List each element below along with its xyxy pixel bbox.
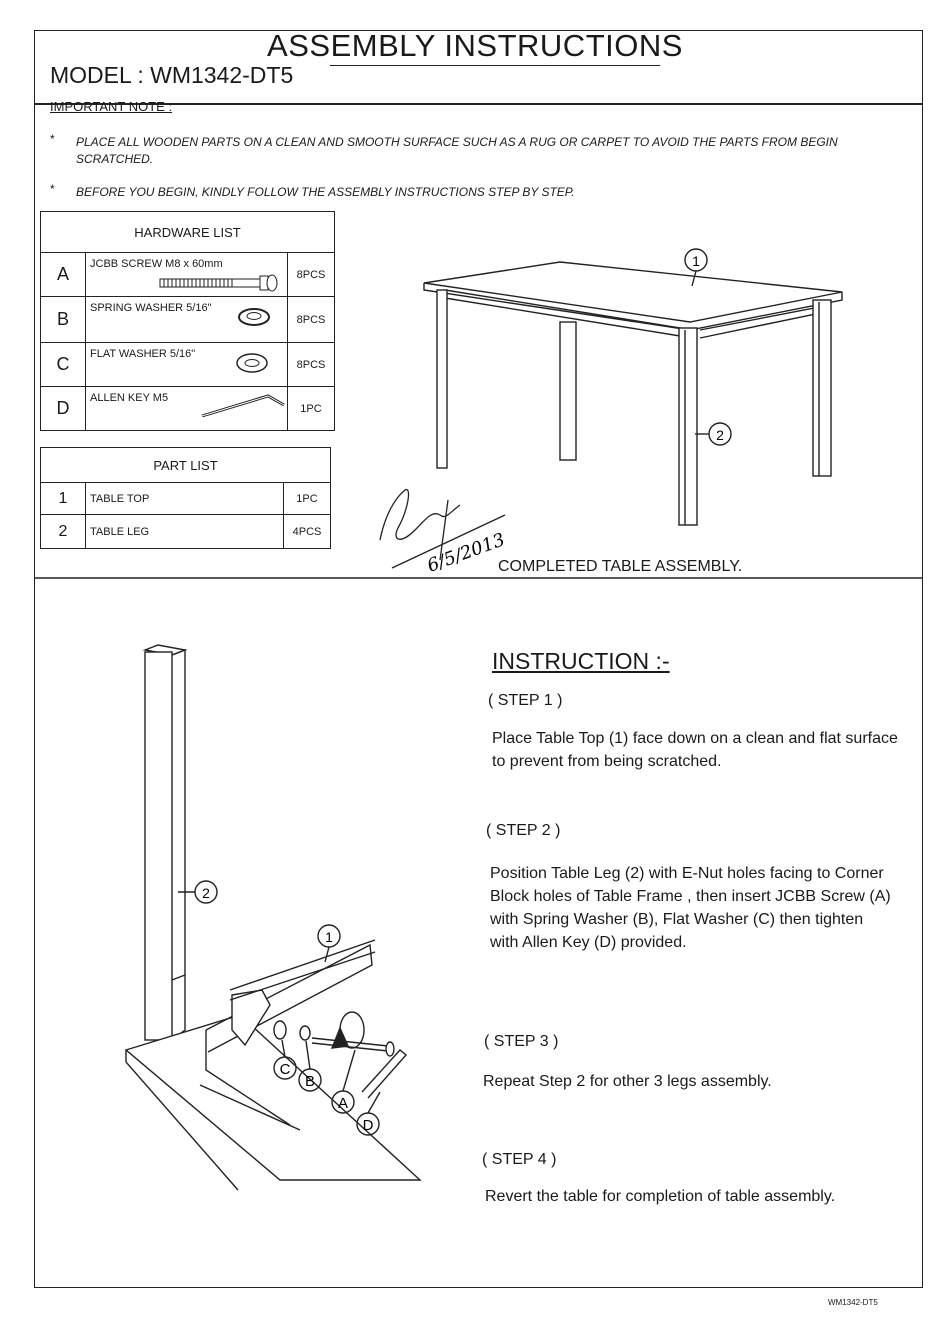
important-note-heading: IMPORTANT NOTE : (50, 99, 173, 114)
hardware-name: SPRING WASHER 5/16" (90, 302, 212, 314)
hardware-qty: 8PCS (288, 297, 335, 343)
callout-a-label: A (337, 1095, 349, 1112)
note-bullet-2: * (50, 182, 55, 196)
callout-1-label: 1 (692, 253, 700, 269)
signature-date: 6/5/2013 (424, 529, 508, 577)
hardware-name: ALLEN KEY M5 (90, 392, 169, 404)
hardware-letter: B (41, 297, 86, 343)
part-number: 1 (41, 483, 86, 515)
step-1-label: ( STEP 1 ) (488, 692, 563, 709)
model-number: MODEL : WM1342-DT5 (50, 62, 294, 88)
step-1-text: Place Table Top (1) face down on a clean and flat surface to prevent from being scratched. (492, 730, 898, 770)
step-3-label: ( STEP 3 ) (484, 1033, 559, 1050)
step-callout-1-label: 1 (325, 929, 333, 945)
instruction-heading: INSTRUCTION :- (492, 648, 670, 674)
part-qty: 4PCS (284, 515, 331, 549)
document-title: ASSEMBLY INSTRUCTIONS (267, 28, 683, 63)
part-number: 2 (41, 515, 86, 549)
note-bullet-1: * (50, 132, 55, 146)
note-2: BEFORE YOU BEGIN, KINDLY FOLLOW THE ASSEMBLY INSTRUCTIONS STEP BY STEP. (76, 185, 575, 199)
hardware-qty: 8PCS (288, 253, 335, 297)
step-4-label: ( STEP 4 ) (482, 1151, 557, 1168)
hardware-letter: D (41, 387, 86, 431)
callout-c-label: C (279, 1061, 291, 1078)
step-assembly-drawing (126, 645, 420, 1190)
part-name: TABLE TOP (86, 483, 284, 515)
step-2-text: Position Table Leg (2) with E-Nut holes facing to Corner Block holes of Table Frame , then insert JCBB Screw (A) with Spring Washer (B), Flat Washer (C) then tighten with Allen Key (D) provided. (490, 865, 891, 951)
part-qty: 1PC (284, 483, 331, 515)
hardware-letter: C (41, 343, 86, 387)
hardware-list-heading: HARDWARE LIST (41, 212, 335, 253)
step-2-label: ( STEP 2 ) (486, 822, 561, 839)
hardware-name: JCBB SCREW M8 x 60mm (90, 258, 223, 270)
step-callout-2-label: 2 (202, 885, 210, 901)
step-4-text: Revert the table for completion of table assembly. (485, 1188, 836, 1205)
part-name: TABLE LEG (86, 515, 284, 549)
note-1: PLACE ALL WOODEN PARTS ON A CLEAN AND SMOOTH SURFACE SUCH AS A RUG OR CARPET TO AVOID THE PARTS FROM BEGIN SCRATCHED. (76, 135, 838, 166)
hardware-name: FLAT WASHER 5/16" (90, 348, 196, 360)
step-3-text: Repeat Step 2 for other 3 legs assembly. (483, 1073, 772, 1090)
part-list-heading: PART LIST (41, 448, 331, 483)
callout-2-label: 2 (716, 427, 724, 443)
hardware-qty: 8PCS (288, 343, 335, 387)
footer-code: WM1342-DT5 (828, 1298, 878, 1307)
hardware-letter: A (41, 253, 86, 297)
callout-b-label: B (304, 1073, 316, 1090)
figure-caption: COMPLETED TABLE ASSEMBLY. (498, 558, 743, 575)
completed-table-drawing (424, 249, 842, 525)
hardware-qty: 1PC (288, 387, 335, 431)
callout-d-label: D (362, 1117, 374, 1134)
